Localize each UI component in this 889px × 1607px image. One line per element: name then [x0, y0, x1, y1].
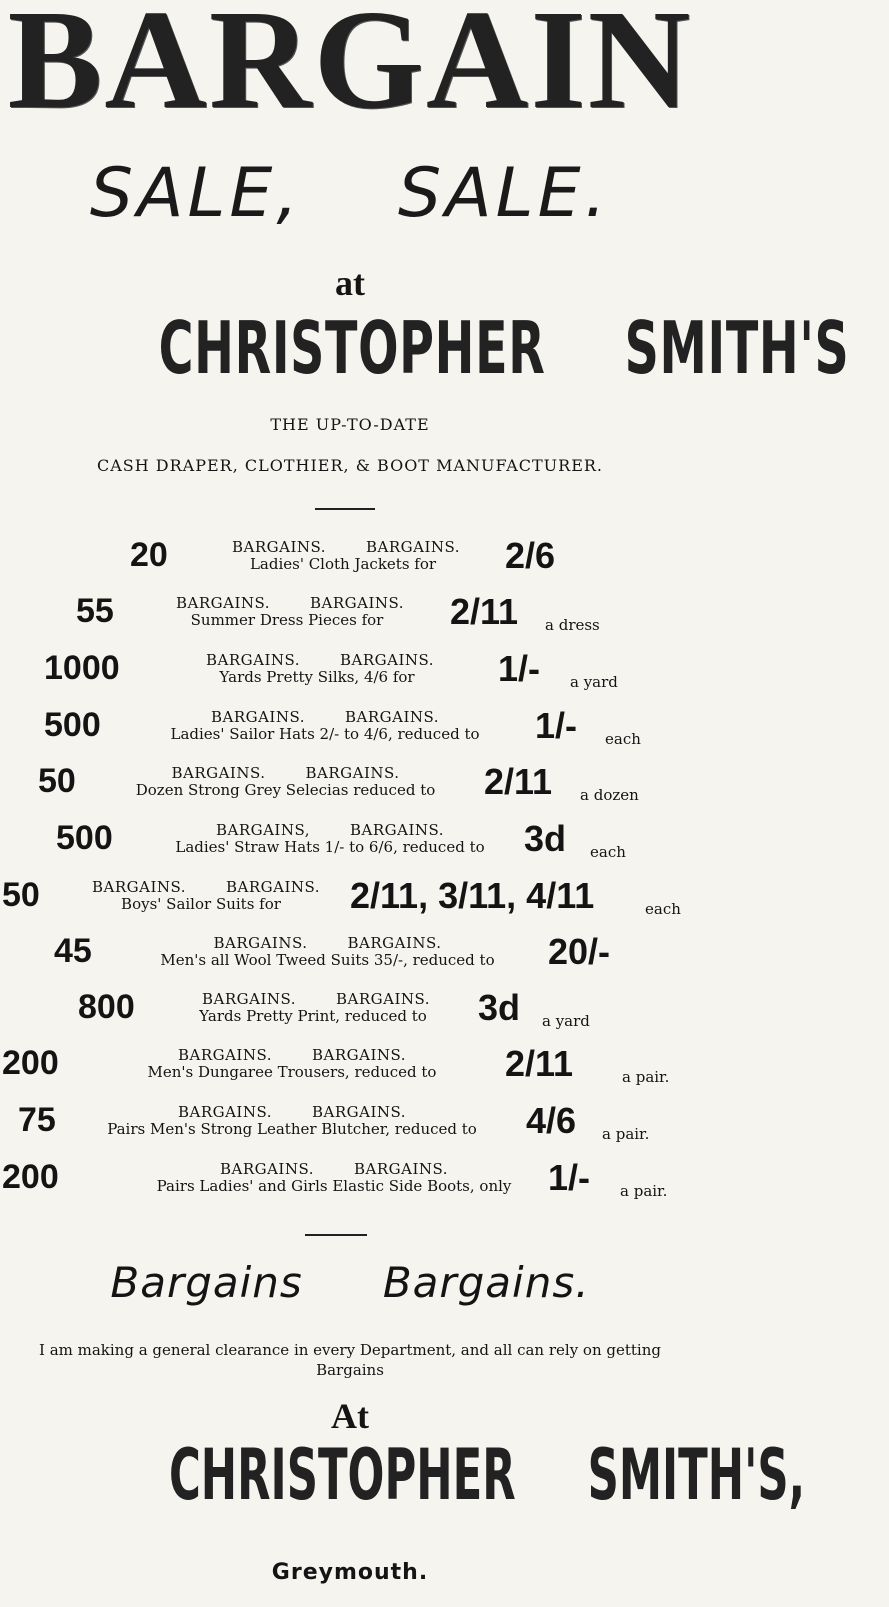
item-description: Ladies' Sailor Hats 2/- to 4/6, reduced to	[170, 725, 480, 743]
bargains-label: BARGAINS.	[354, 1160, 449, 1178]
item-unit: a dozen	[580, 786, 639, 804]
bargain-row	[0, 649, 700, 705]
divider-top	[315, 508, 375, 510]
item-description: Boys' Sailor Suits for	[121, 895, 281, 913]
bargains-label: BARGAINS.	[340, 651, 435, 669]
bargain-row	[0, 536, 700, 592]
bargains-label: BARGAINS.	[312, 1103, 407, 1121]
bargains-label: BARGAINS.	[177, 1046, 272, 1064]
item-quantity: 75	[18, 1101, 56, 1139]
item-unit: each	[605, 730, 641, 748]
item-description: Ladies' Straw Hats 1/- to 6/6, reduced to	[175, 838, 485, 856]
item-quantity: 45	[54, 932, 92, 970]
item-unit: a yard	[542, 1012, 590, 1030]
store-first-name-footer: CHRISTOPHER	[168, 1434, 516, 1516]
item-description: Summer Dress Pieces for	[190, 611, 384, 629]
item-description: Men's all Wool Tweed Suits 35/-, reduced to	[160, 951, 495, 969]
item-price: 1/-	[498, 648, 541, 689]
item-description: Pairs Men's Strong Leather Blutcher, reduced to	[107, 1120, 477, 1138]
item-unit: a yard	[570, 673, 618, 691]
bargain-row	[0, 932, 700, 988]
sale-right-text: SALE.	[398, 154, 611, 233]
bargains-left-text: Bargains	[110, 1258, 303, 1307]
item-unit: a pair.	[622, 1068, 670, 1086]
bargains-label: BARGAINS,	[215, 821, 310, 839]
bargains-label: BARGAINS.	[92, 878, 187, 896]
item-quantity: 500	[56, 819, 113, 857]
bargain-row	[0, 988, 700, 1044]
bargains-label: BARGAINS.	[350, 821, 445, 839]
item-quantity: 50	[38, 762, 76, 800]
trades-line: CASH DRAPER, CLOTHIER, & BOOT MANUFACTURER.	[96, 456, 604, 475]
item-quantity: 200	[2, 1158, 59, 1196]
bargains-label: BARGAINS.	[232, 538, 327, 556]
store-last-name-footer: SMITH'S,	[587, 1434, 806, 1516]
item-labels	[72, 879, 330, 913]
item-labels	[118, 765, 453, 799]
item-labels	[182, 991, 444, 1025]
bargains-label: BARGAINS.	[305, 764, 400, 782]
item-labels	[140, 1161, 528, 1195]
bargains-label: BARGAINS.	[177, 1103, 272, 1121]
bargains-label: BARGAINS.	[176, 594, 271, 612]
item-unit: a pair.	[620, 1182, 668, 1200]
bargains-label: BARGAINS.	[206, 651, 301, 669]
bargains-label: BARGAINS.	[310, 594, 405, 612]
item-labels	[140, 935, 515, 969]
bargains-label: BARGAINS.	[312, 1046, 407, 1064]
item-description: Pairs Ladies' and Girls Elastic Side Boots, only	[156, 1177, 512, 1195]
item-quantity: 50	[2, 876, 40, 914]
item-description: Yards Pretty Silks, 4/6 for	[219, 668, 415, 686]
headline-bargain: BARGAIN	[7, 0, 693, 138]
tagline: THE UP-TO-DATE	[270, 415, 430, 434]
at-footer-text: At	[331, 1396, 369, 1436]
sale-left-text: SALE,	[89, 154, 302, 233]
item-quantity: 20	[130, 536, 168, 574]
item-price: 3d	[478, 987, 521, 1028]
item-labels	[150, 709, 500, 743]
item-price: 3d	[524, 818, 567, 859]
item-labels	[160, 822, 500, 856]
item-price: 2/6	[505, 535, 556, 576]
item-labels	[136, 1047, 448, 1081]
item-price: 1/-	[535, 705, 578, 746]
store-first-name: CHRISTOPHER	[158, 306, 546, 390]
bargains-label: BARGAINS.	[347, 934, 442, 952]
item-unit: each	[590, 843, 626, 861]
item-quantity: 800	[78, 988, 135, 1026]
item-description: Yards Pretty Print, reduced to	[199, 1007, 427, 1025]
item-price: 2/11	[484, 761, 553, 802]
bargain-row	[0, 876, 700, 932]
item-price: 2/11	[450, 591, 519, 632]
bargains-right-text: Bargains.	[382, 1258, 590, 1307]
item-quantity: 55	[76, 592, 114, 630]
bargain-row	[0, 1101, 700, 1157]
bargain-row	[0, 819, 700, 875]
item-price: 20/-	[548, 931, 611, 972]
store-name-footer	[133, 1434, 806, 1516]
divider-bottom	[305, 1234, 367, 1236]
item-labels	[186, 652, 448, 686]
item-labels	[156, 595, 418, 629]
clearance-notice: I am making a general clearance in every Department, and all can rely on getting Bargains	[39, 1341, 661, 1379]
bargain-row	[0, 1158, 700, 1214]
item-labels	[212, 539, 474, 573]
item-price: 2/11	[505, 1043, 574, 1084]
item-description: Dozen Strong Grey Selecias reduced to	[135, 781, 436, 799]
store-last-name: SMITH'S	[624, 306, 850, 390]
bargain-row	[0, 706, 700, 762]
bargains-label: BARGAINS.	[219, 1160, 314, 1178]
bargains-label: BARGAINS.	[171, 764, 266, 782]
bargains-label: BARGAINS.	[226, 878, 321, 896]
store-name-heading	[119, 306, 850, 390]
bargains-label: BARGAINS.	[345, 708, 440, 726]
item-labels	[88, 1104, 496, 1138]
bargains-label: BARGAINS.	[213, 934, 308, 952]
sale-headline	[0, 154, 700, 233]
bargain-row	[0, 1044, 700, 1100]
bargains-label: BARGAINS.	[210, 708, 305, 726]
item-description: Ladies' Cloth Jackets for	[249, 555, 437, 573]
bargain-row	[0, 762, 700, 818]
bargains-label: BARGAINS.	[202, 990, 297, 1008]
bargains-label: BARGAINS.	[336, 990, 431, 1008]
item-unit: a dress	[545, 616, 600, 634]
item-quantity: 1000	[44, 649, 120, 687]
item-price: 1/-	[548, 1157, 591, 1198]
item-price: 4/6	[526, 1100, 577, 1141]
at-text: at	[335, 263, 365, 303]
item-description: Men's Dungaree Trousers, reduced to	[147, 1063, 437, 1081]
item-quantity: 200	[2, 1044, 59, 1082]
bargains-script-heading	[0, 1258, 700, 1307]
town-name: Greymouth.	[271, 1560, 429, 1585]
bargain-row	[0, 592, 700, 648]
item-unit: a pair.	[602, 1125, 650, 1143]
item-quantity: 500	[44, 706, 101, 744]
bargains-label: BARGAINS.	[366, 538, 461, 556]
item-price: 2/11, 3/11, 4/11	[350, 875, 595, 916]
item-unit: each	[645, 900, 681, 918]
